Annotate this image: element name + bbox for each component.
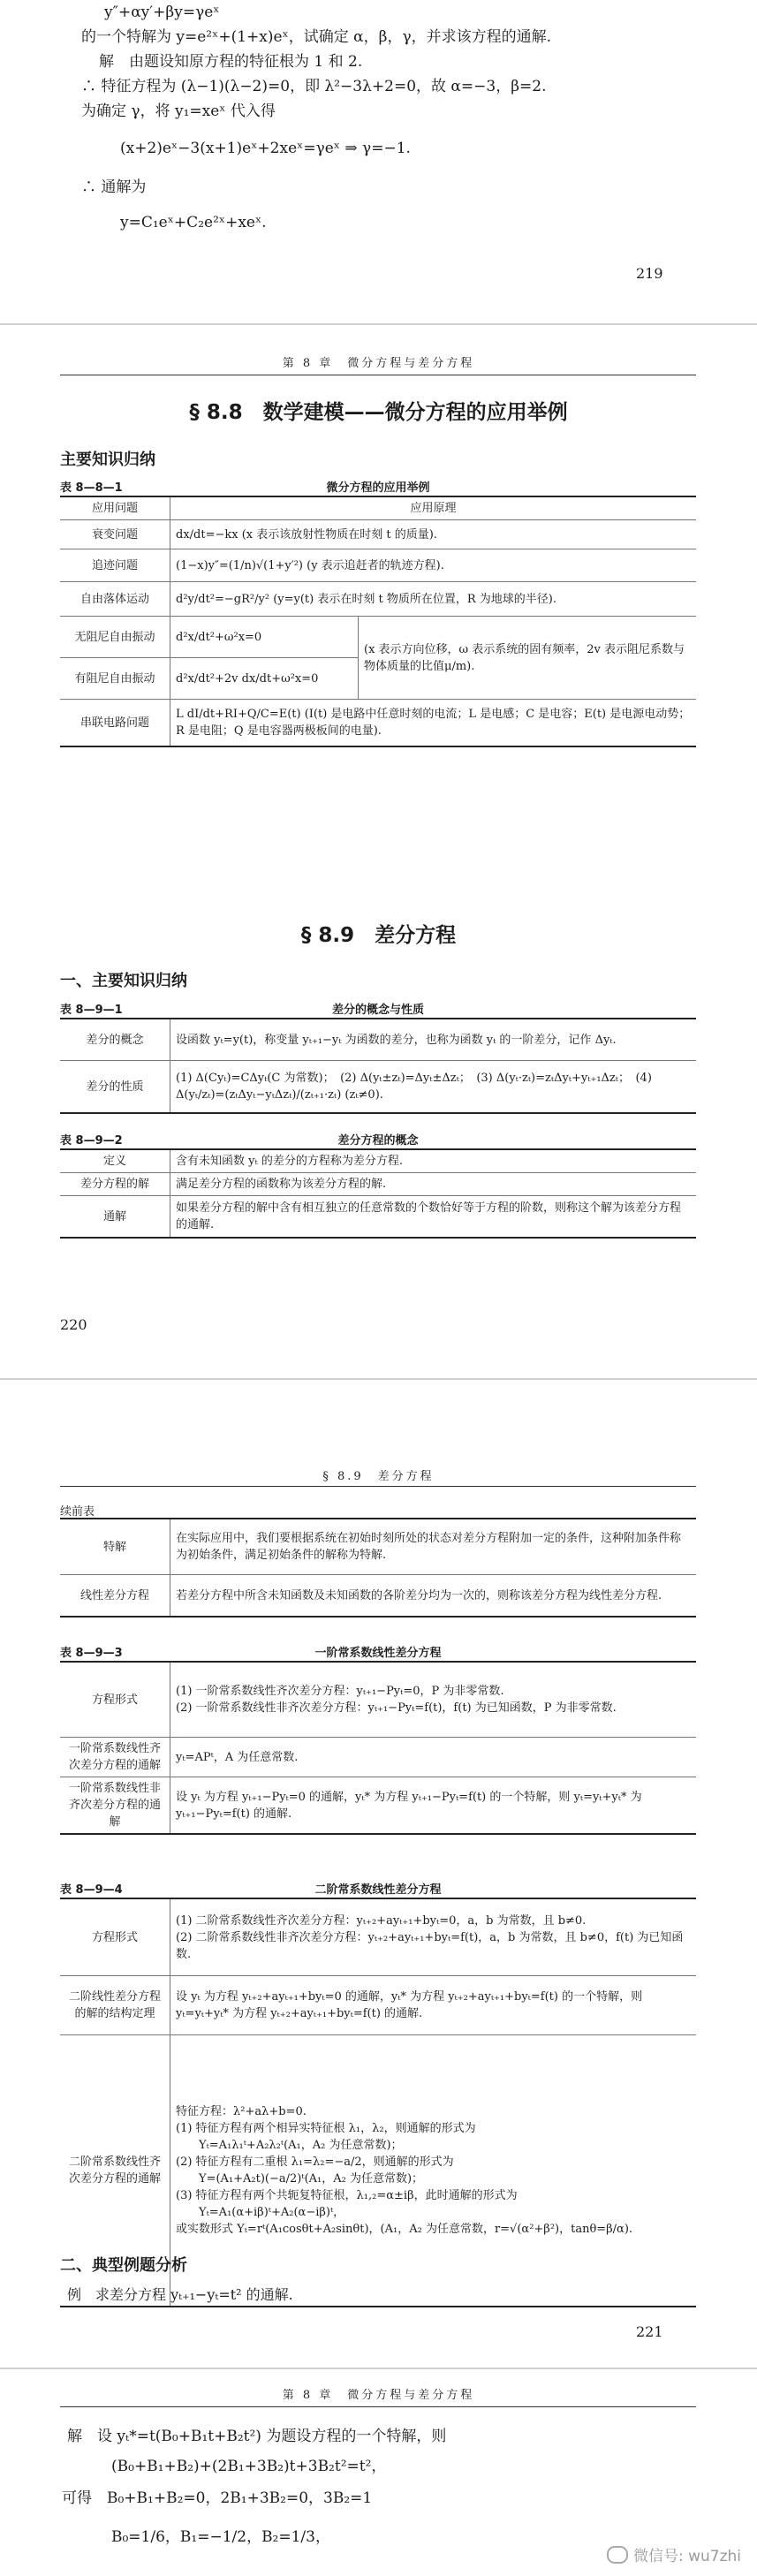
solution-line: B₀=1/6，B₁=−1/2，B₂=1/3， <box>111 2528 330 2546</box>
row-label: 一阶常系数线性齐次差分方程的通解 <box>60 1738 170 1777</box>
row-value: 设 yₜ 为方程 yₜ₊₁−Pyₜ=0 的通解，yₜ* 为方程 yₜ₊₁−Pyₜ=f(t) 的一个特解，则 yₜ=yₜ+yₜ* 为 yₜ₊₁−Pyₜ=f(t) 的通解. <box>170 1777 697 1835</box>
equation-line: (x+2)eˣ−3(x+1)eˣ+2xeˣ=γeˣ ⇒ γ=−1. <box>120 140 411 157</box>
table-row <box>60 1196 696 1239</box>
page-separator <box>0 323 757 325</box>
row-value: L dI/dt+RI+Q/C=E(t) (I(t) 是电路中任意时刻的电流；L 是电感；C 是电容；E(t) 是电源电动势；R 是电阻；Q 是电容器两极板间的电量). <box>170 700 697 747</box>
page-8-8 <box>0 353 757 919</box>
row-label: 二阶常系数线性齐次差分方程的通解 <box>60 2035 170 2307</box>
wechat-icon <box>607 2546 628 2564</box>
row-label: 自由落体运动 <box>60 582 170 617</box>
table-row <box>60 1738 696 1777</box>
page-8-9 <box>0 919 757 1413</box>
col-header: 应用原理 <box>170 496 697 520</box>
table-row <box>60 700 696 747</box>
row-value: yₜ=APᵗ，A 为任意常数. <box>170 1738 697 1777</box>
text-line: ∴ 通解为 <box>81 178 147 196</box>
row-value: 在实际应用中，我们要根据系统在初始时刻所处的状态对差分方程附加一定的条件，这种附加条件称为初始条件，满足初始条件的解称为特解. <box>170 1519 697 1575</box>
section-title: § 8.9 差分方程 <box>300 924 457 947</box>
row-value: 设 yₜ 为方程 yₜ₊₂+ayₜ₊₁+byₜ=0 的通解，yₜ* 为方程 yₜ₊₂+ayₜ₊₁+byₜ=f(t) 的一个特解，则 yₜ=yₜ+yₜ* 为方程 yₜ₊₂+ayₜ₊₁+byₜ=f(t) 的通解. <box>170 1976 697 2035</box>
row-label: 二阶线性差分方程的解的结构定理 <box>60 1976 170 2035</box>
row-label: 串联电路问题 <box>60 700 170 747</box>
solution-line: 可得 B₀+B₁+B₂=0，2B₁+3B₂=0，3B₂=1 <box>62 2489 373 2507</box>
row-label: 差分的概念 <box>60 1019 170 1061</box>
row-label: 衰变问题 <box>60 520 170 549</box>
application-table <box>60 496 696 747</box>
table-number: 表 8—9—3 <box>60 1647 123 1660</box>
table-row <box>60 549 696 582</box>
row-label: 定义 <box>60 1149 170 1173</box>
header-rule <box>60 2406 696 2407</box>
table-number: 表 8—8—1 <box>60 481 123 495</box>
table-header-row <box>60 496 696 520</box>
table-row <box>60 1898 696 1976</box>
row-value: d²x/dt²+2v dx/dt+ω²x=0 <box>170 658 359 700</box>
row-value: 设函数 yₜ=y(t)，称变量 yₜ₊₁−yₜ 为函数的差分，也称为函数 yₜ 的一阶差分，记作 Δyₜ. <box>170 1019 697 1061</box>
oscillation-note: (x 表示方向位移，ω 表示系统的固有频率，2v 表示阻尼系数与物体质量的比值μ/m). <box>359 617 697 700</box>
row-value: d²x/dt²+ω²x=0 <box>170 617 359 658</box>
row-label: 追迹问题 <box>60 549 170 582</box>
section-title: § 8.8 数学建模——微分方程的应用举例 <box>189 401 568 424</box>
row-label: 一阶常系数线性非齐次差分方程的通解 <box>60 1777 170 1835</box>
row-label: 线性差分方程 <box>60 1575 170 1618</box>
row-value: (1) 二阶常系数线性齐次差分方程：yₜ₊₂+ayₜ₊₁+byₜ=0，a，b 为常数，且 b≠0. (2) 二阶常系数线性非齐次差分方程：yₜ₊₂+ayₜ₊₁+byₜ=f(t)，a，b 为常数，且 b≠0，f(t) 为已知函数. <box>170 1898 697 1976</box>
row-value: 满足差分方程的函数称为该差分方程的解. <box>170 1173 697 1196</box>
running-head: § 8.9 差分方程 <box>322 1470 435 1483</box>
text-line: 的一个特解为 y=e²ˣ+(1+x)eˣ，试确定 α，β，γ，并求该方程的通解. <box>81 28 552 46</box>
equation-line: y″+αy′+βy=γeˣ <box>104 4 220 21</box>
table-number: 表 8—9—2 <box>60 1134 123 1148</box>
table-row <box>60 1149 696 1173</box>
row-label: 特解 <box>60 1519 170 1575</box>
row-value: (1) Δ(Cyₜ)=CΔyₜ(C 为常数)； (2) Δ(yₜ±zₜ)=Δyₜ±Δzₜ； (3) Δ(yₜ·zₜ)=zₜΔyₜ+yₜ₊₁Δzₜ； (4) Δ(yₜ/zₜ)=(zₜΔyₜ−yₜΔzₜ)/(zₜ₊₁·zₜ) (zₜ≠0). <box>170 1061 697 1114</box>
row-label: 差分的性质 <box>60 1061 170 1114</box>
running-head: 第 8 章 微分方程与差分方程 <box>282 357 475 370</box>
continued-table <box>60 1518 696 1618</box>
row-label: 通解 <box>60 1196 170 1239</box>
table-title: 一阶常系数线性差分方程 <box>314 1647 442 1660</box>
table-number: 表 8—9—1 <box>60 1004 123 1017</box>
table-title: 差分方程的概念 <box>337 1134 419 1148</box>
subsection-title: 一、主要知识归纳 <box>60 972 187 990</box>
table-title: 二阶常系数线性差分方程 <box>314 1883 442 1897</box>
row-value: dx/dt=−kx (x 表示该放射性物质在时刻 t 的质量). <box>170 520 697 549</box>
table-number: 表 8—9—4 <box>60 1883 123 1897</box>
equation-line: y=C₁eˣ+C₂e²ˣ+xeˣ. <box>120 214 267 231</box>
col-header: 应用问题 <box>60 496 170 520</box>
page-separator <box>0 2368 757 2369</box>
table-row <box>60 520 696 549</box>
row-label: 有阻尼自由振动 <box>60 658 170 700</box>
row-value: 特征方程：λ²+aλ+b=0. (1) 特征方程有两个相异实特征根 λ₁，λ₂，则通解的形式为 Yₜ=A₁λ₁ᵗ+A₂λ₂ᵗ(A₁，A₂ 为任意常数)； (2) 特征方程有二重根 λ₁=λ₂=−a/2，则通解的形式为 Y=(A₁+A₂t)(−a/2)ᵗ(A₁，A₂ 为任意常数)； (3) 特征方程有两个共轭复特征根，λ₁,₂=α±iβ，此时通解的形式为 Yₜ=A₁(α+iβ)ᵗ+A₂(α−iβ)ᵗ， 或实数形式 Yₜ=rᵗ(A₁cosθt+A₂sinθt)，(A₁，A₂ 为任意常数，r=√(α²+β²)，tanθ=β/α). <box>170 2035 697 2307</box>
second-order-table <box>60 1898 696 2307</box>
row-value: 含有未知函数 yₜ 的差分的方程称为差分方程. <box>170 1149 697 1173</box>
row-value: (1−x)y″=(1/n)√(1+y′²) (y 表示追赶者的轨迹方程). <box>170 549 697 582</box>
table-row <box>60 1575 696 1618</box>
page-222 <box>0 2385 757 2576</box>
row-label: 无阻尼自由振动 <box>60 617 170 658</box>
table-row <box>60 1976 696 2035</box>
page-number: 220 <box>60 1316 87 1333</box>
subsection-title: 主要知识归纳 <box>60 451 155 469</box>
watermark <box>607 2543 741 2565</box>
difference-equation-table <box>60 1148 696 1239</box>
text-line: ∴ 特征方程为 (λ−1)(λ−2)=0，即 λ²−3λ+2=0，故 α=−3，β=2. <box>81 78 547 95</box>
table-row <box>60 582 696 617</box>
page-separator <box>0 1378 757 1380</box>
page-219 <box>0 0 757 327</box>
table-row <box>60 1519 696 1575</box>
row-value: 如果差分方程的解中含有相互独立的任意常数的个数恰好等于方程的阶数，则称这个解为该差分方程的通解. <box>170 1196 697 1239</box>
header-rule <box>60 1486 696 1487</box>
page-221 <box>0 1466 757 2262</box>
solution-line: (B₀+B₁+B₂)+(2B₁+3B₂)t+3B₂t²=t²， <box>111 2458 387 2475</box>
example-block <box>0 2253 757 2394</box>
text-line: 解 由题设知原方程的特征根为 1 和 2. <box>99 53 363 71</box>
page-number: 221 <box>636 2323 663 2340</box>
row-label: 方程形式 <box>60 1662 170 1738</box>
first-order-table <box>60 1661 696 1835</box>
table-row <box>60 1662 696 1738</box>
table-title: 微分方程的应用举例 <box>326 481 430 495</box>
subsection-title: 二、典型例题分析 <box>60 2256 187 2275</box>
running-head: 第 8 章 微分方程与差分方程 <box>282 2389 475 2402</box>
row-label: 差分方程的解 <box>60 1173 170 1196</box>
table-row <box>60 1061 696 1114</box>
row-value: 若差分方程中所含未知函数及未知函数的各阶差分均为一次的，则称该差分方程为线性差分方程. <box>170 1575 697 1618</box>
page-number: 219 <box>636 265 663 282</box>
table-row <box>60 1777 696 1835</box>
table-title: 差分的概念与性质 <box>331 1004 424 1017</box>
table-continued-label: 续前表 <box>60 1505 95 1519</box>
example-line: 例 求差分方程 yₜ₊₁−yₜ=t² 的通解. <box>67 2286 293 2303</box>
difference-properties-table <box>60 1018 696 1114</box>
table-row <box>60 1173 696 1196</box>
watermark-text: 微信号: wu7zhi <box>632 2548 741 2565</box>
solution-line: 解 设 yₜ*=t(B₀+B₁t+B₂t²) 为题设方程的一个特解，则 <box>67 2428 447 2445</box>
row-label: 方程形式 <box>60 1898 170 1976</box>
row-value: d²y/dt²=−gR²/y² (y=y(t) 表示在时刻 t 物质所在位置，R 为地球的半径). <box>170 582 697 617</box>
text-line: 为确定 γ，将 y₁=xeˣ 代入得 <box>81 102 276 120</box>
row-value: (1) 一阶常系数线性齐次差分方程：yₜ₊₁−Pyₜ=0，P 为非零常数. (2) 一阶常系数线性非齐次差分方程：yₜ₊₁−Pyₜ=f(t)，f(t) 为已知函数，P 为非零常数. <box>170 1662 697 1738</box>
table-row <box>60 617 696 658</box>
table-row <box>60 1019 696 1061</box>
